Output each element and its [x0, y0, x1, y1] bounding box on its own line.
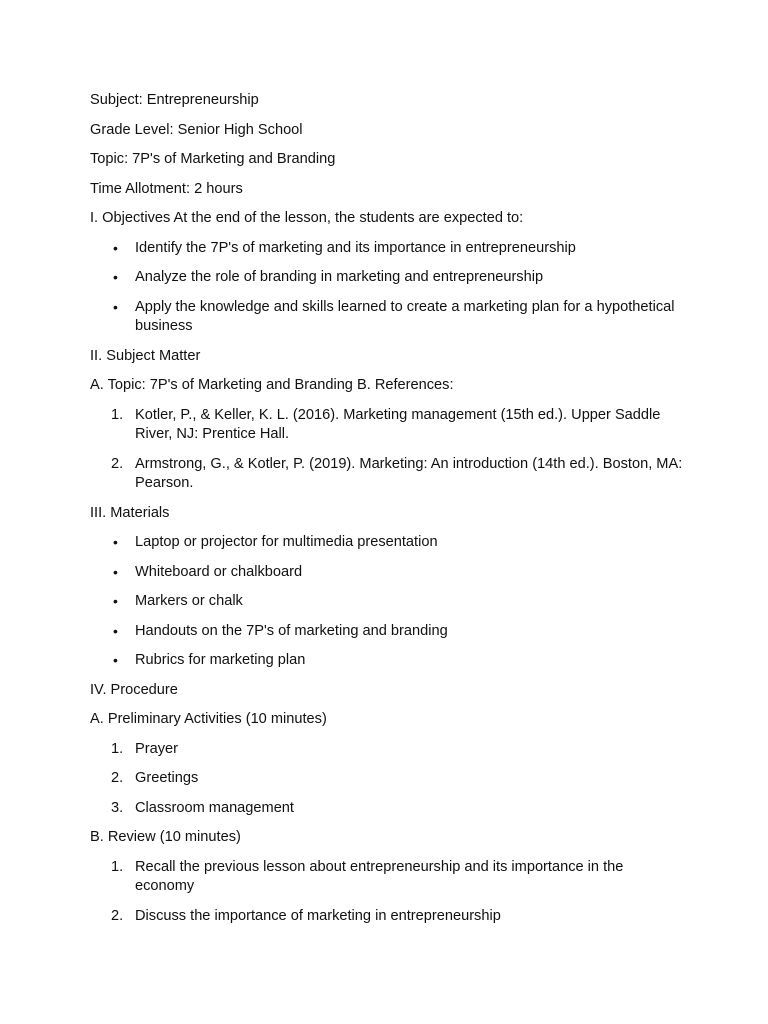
- list-item-text: Rubrics for marketing plan: [135, 652, 306, 668]
- subject-matter-heading: II. Subject Matter: [90, 347, 201, 364]
- procedure-heading: IV. Procedure: [90, 681, 178, 698]
- list-item: [90, 268, 685, 288]
- bullet-icon: •: [113, 593, 118, 609]
- grade-level-line: Grade Level: Senior High School: [90, 121, 303, 138]
- objectives-list: [90, 239, 690, 337]
- list-item-text: Greetings: [135, 770, 199, 786]
- objectives-heading: I. Objectives At the end of the lesson, the students are expected to:: [90, 210, 524, 226]
- list-item-text: Kotler, P., & Keller, K. L. (2016). Marketing management (15th ed.). Upper Saddle River, NJ: Prentice Hall.: [135, 406, 661, 442]
- bullet-icon: •: [113, 269, 118, 285]
- bullet-icon: •: [113, 239, 118, 256]
- list-item-text: Handouts on the 7P's of marketing and branding: [135, 622, 448, 639]
- list-item-text: Whiteboard or chalkboard: [135, 563, 303, 580]
- list-item-text: Markers or chalk: [135, 593, 243, 609]
- list-item: [90, 858, 685, 897]
- list-item: [90, 622, 685, 642]
- list-number: 2.: [111, 907, 124, 924]
- list-item-text: Analyze the role of branding in marketing and entrepreneurship: [135, 269, 544, 285]
- list-item-text: Discuss the importance of marketing in entrepreneurship: [135, 907, 501, 924]
- topic-references-line: A. Topic: 7P's of Marketing and Branding B. References:: [90, 377, 454, 393]
- list-number: 2.: [111, 770, 124, 786]
- list-item-text: Prayer: [135, 740, 178, 757]
- list-number: 2.: [111, 455, 124, 472]
- list-number: 1.: [111, 740, 124, 757]
- subject-line: Subject: Entrepreneurship: [90, 92, 259, 108]
- materials-list: [90, 533, 690, 671]
- review-heading: B. Review (10 minutes): [90, 829, 241, 845]
- list-item: [90, 592, 685, 612]
- list-item: [90, 769, 685, 789]
- list-item-text: Apply the knowledge and skills learned to create a marketing plan for a hypothetical business: [135, 298, 675, 334]
- list-item-text: Recall the previous lesson about entrepreneurship and its importance in the economy: [135, 858, 624, 894]
- list-item-text: Laptop or projector for multimedia presentation: [135, 534, 438, 550]
- bullet-icon: •: [113, 534, 118, 550]
- list-item: [90, 563, 685, 583]
- bullet-icon: •: [113, 563, 118, 580]
- list-item: [90, 298, 685, 337]
- list-item: [90, 651, 685, 671]
- time-allotment-line: Time Allotment: 2 hours: [90, 180, 243, 197]
- topic-line: Topic: 7P's of Marketing and Branding: [90, 151, 336, 167]
- list-item: [90, 455, 685, 494]
- list-item: [90, 406, 685, 445]
- lesson-plan-document: [90, 91, 690, 936]
- list-number: 1.: [111, 858, 124, 875]
- list-number: 3.: [111, 799, 124, 816]
- list-item: [90, 740, 685, 760]
- materials-heading: III. Materials: [90, 504, 170, 521]
- bullet-icon: •: [113, 622, 118, 639]
- references-list: [90, 406, 690, 494]
- list-item-text: Armstrong, G., & Kotler, P. (2019). Marketing: An introduction (14th ed.). Boston, MA: Pearson.: [135, 455, 683, 491]
- list-item-text: Identify the 7P's of marketing and its importance in entrepreneurship: [135, 239, 576, 256]
- list-item: [90, 239, 685, 259]
- bullet-icon: •: [113, 298, 118, 315]
- list-item-text: Classroom management: [135, 799, 294, 816]
- review-list: [90, 858, 690, 927]
- list-number: 1.: [111, 406, 124, 423]
- preliminary-activities-list: [90, 740, 690, 819]
- list-item: [90, 907, 685, 927]
- list-item: [90, 799, 685, 819]
- bullet-icon: •: [113, 652, 118, 668]
- list-item: [90, 533, 685, 553]
- preliminary-activities-heading: A. Preliminary Activities (10 minutes): [90, 711, 327, 727]
